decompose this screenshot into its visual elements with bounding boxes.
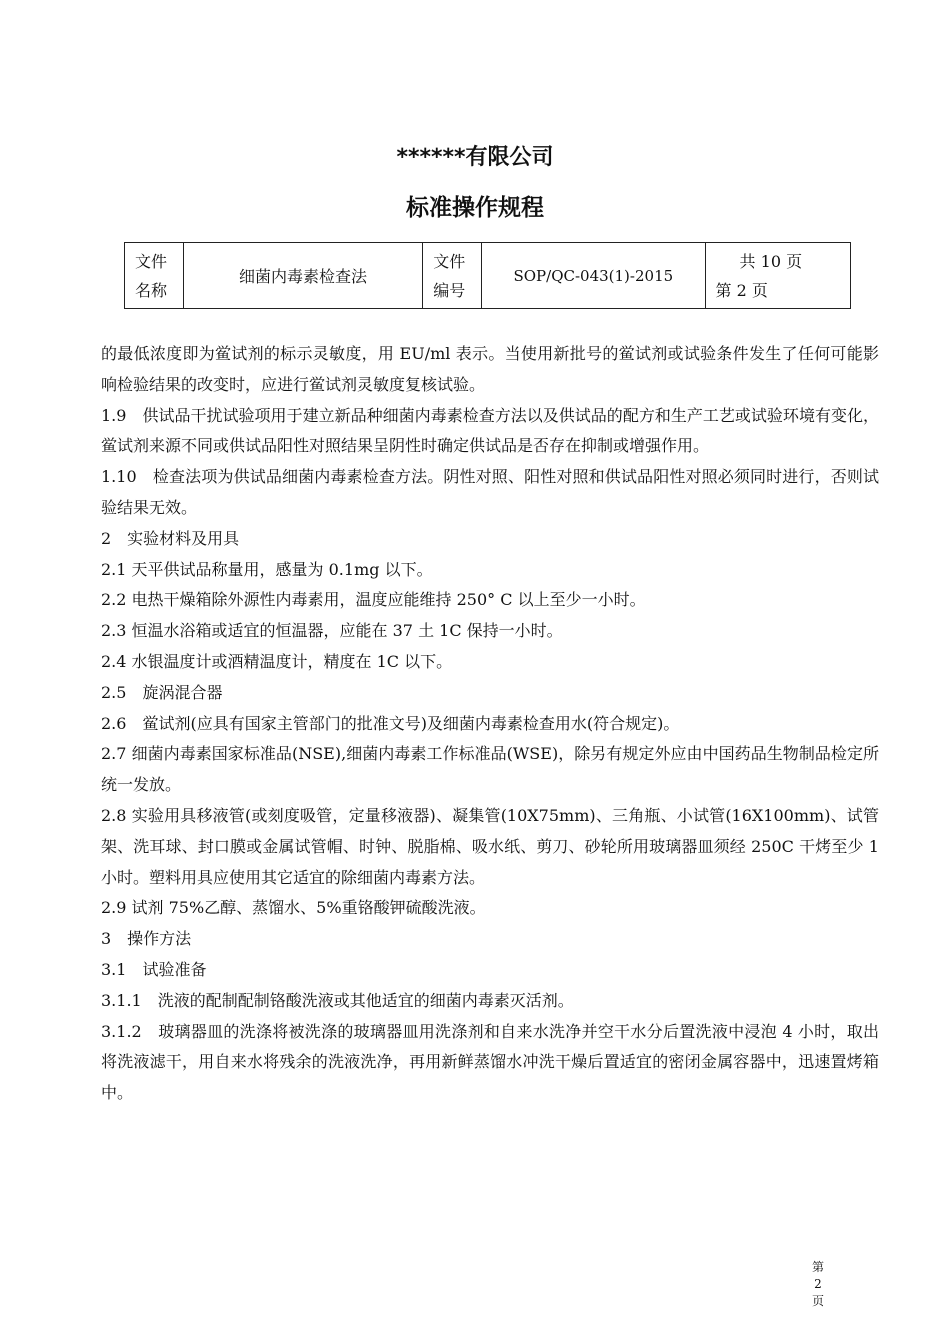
paragraph: 1.9 供试品干扰试验项用于建立新品种细菌内毒素检查方法以及供试品的配方和生产工艺或试验环境有变化，鲎试剂来源不同或供试品阳性对照结果呈阴性时确定供试品是否存在抑制或增强作用。: [101, 405, 879, 456]
paragraph: 的最低浓度即为鲎试剂的标示灵敏度，用 EU/ml 表示。当使用新批号的鲎试剂或试验条件发生了任何可能影响检验结果的改变时，应进行鲎试剂灵敏度复核试验。: [101, 344, 879, 394]
file-code-value: SOP/QC-043(1)-2015: [482, 243, 705, 309]
document-info-table: [124, 242, 851, 309]
paragraph: 2.6 鲎试剂(应具有国家主管部门的批准文号)及细菌内毒素检查用水(符合规定)。: [101, 713, 680, 733]
file-code-label: [423, 243, 482, 309]
section-heading: 2 实验材料及用具: [101, 528, 240, 548]
document-info-row: [125, 243, 851, 309]
paragraph: 2.5 旋涡混合器: [101, 682, 223, 702]
body-text: [101, 339, 879, 1109]
paragraph: 3.1.1 洗液的配制配制铬酸洗液或其他适宜的细菌内毒素灭活剂。: [101, 990, 574, 1010]
file-name-value: 细菌内毒素检查法: [183, 243, 423, 309]
paragraph: 2.9 试剂 75%乙醇、蒸馏水、5%重铬酸钾硫酸洗液。: [101, 898, 486, 918]
file-name-label-line-2: 名称: [135, 280, 168, 300]
file-code-label-line-1: 文件: [433, 251, 466, 271]
paragraph: 2.8 实验用具移液管(或刻度吸管，定量移液器)、凝集管(10X75mm)、三角瓶、小试管(16X100mm)、试管架、洗耳球、封口膜或金属试管帽、时钟、脱脂棉、吸水纸、剪刀、砂轮所用玻璃器皿须经 250C 干烤至少 1 小时。塑料用具应使用其它适宜的除细菌内毒素方法。: [101, 805, 879, 887]
document-type-title: 标准操作规程: [406, 195, 544, 221]
paragraph: 2.1 天平供试品称量用，感量为 0.1mg 以下。: [101, 559, 433, 579]
paragraph: 1.10 检查法项为供试品细菌内毒素检查方法。阴性对照、阳性对照和供试品阳性对照必须同时进行，否则试验结果无效。: [101, 467, 879, 517]
file-name-label: [125, 243, 184, 309]
paragraph: 2.4 水银温度计或酒精温度计，精度在 1C 以下。: [101, 651, 453, 671]
paragraph: 2.2 电热干燥箱除外源性内毒素用，温度应能维持 250° C 以上至少一小时。: [101, 590, 646, 610]
footer-page-number: 第 2 页: [811, 1260, 824, 1308]
section-heading: 3 操作方法: [101, 929, 192, 949]
paragraph: 2.3 恒温水浴箱或适宜的恒温器，应能在 37 土 1C 保持一小时。: [101, 621, 563, 641]
current-page: 第 2 页: [715, 280, 768, 300]
page-count-cell: [705, 243, 850, 309]
file-name-label-line-1: 文件: [135, 251, 168, 271]
paragraph: 3.1.2 玻璃器皿的洗涤将被洗涤的玻璃器皿用洗涤剂和自来水洗净并空干水分后置洗液中浸泡 4 小时，取出将洗液滤干，用自来水将残余的洗液洗净，再用新鲜蒸馏水冲洗干燥后置适宜的密闭金属容器中，迅速置烤箱中。: [101, 1021, 879, 1103]
file-code-label-line-2: 编号: [433, 280, 466, 300]
company-name: ******有限公司: [396, 145, 554, 170]
subsection-heading: 3.1 试验准备: [101, 959, 207, 979]
total-pages: 共 10 页: [739, 251, 803, 271]
paragraph: 2.7 细菌内毒素国家标准品(NSE),细菌内毒素工作标准品(WSE)，除另有规定外应由中国药品生物制品检定所统一发放。: [101, 744, 879, 795]
